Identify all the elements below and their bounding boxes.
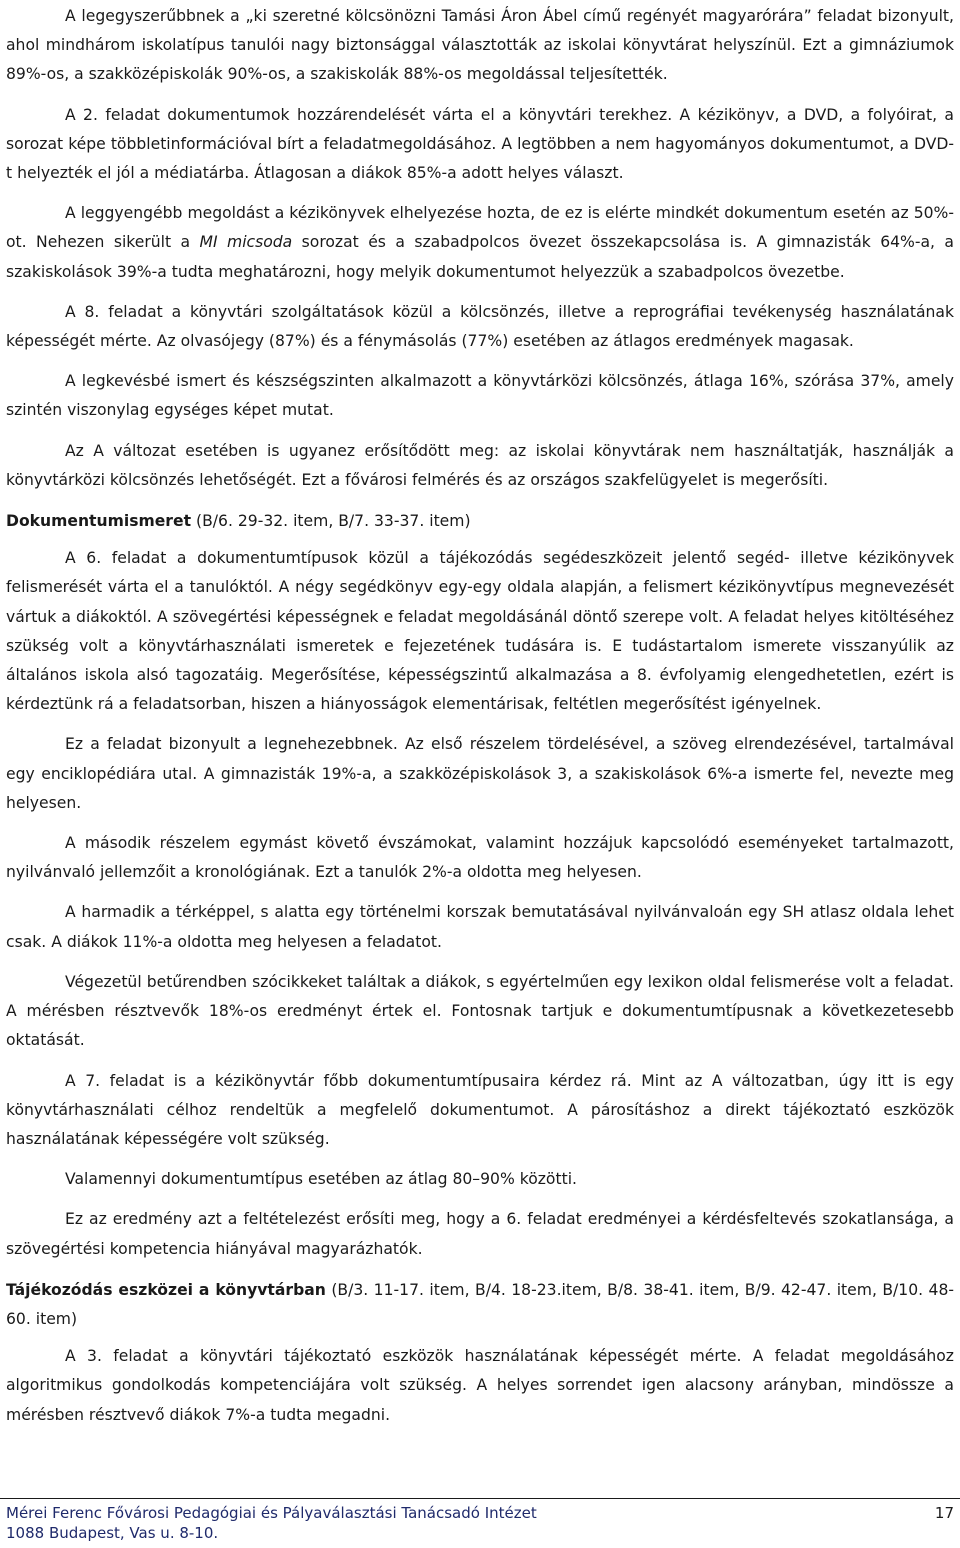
paragraph-7: A 6. feladat a dokumentumtípusok közül a tájékozódás segédeszközeit jelentő segéd- illetve kézikönyvek felismerését várta el a tanulóktól. A négy segédkönyv egy-egy oldala alapján, a felismert kézikönyvtípus megnevezését vártuk a diákoktól. A szövegértési képességnek e feladat megoldásánál döntő szerepe volt. A feladat helyes kitöltéséhez szükség volt a könyvtárhasználati ismeretek e fejezetének tudására is. E tudástartalom ismerete visszanyúlik az általános iskola alsó tagozatáig. Megerősítése, képességszintű alkalmazása a 8. évfolyamig elengedhetetlen, ezért is kérdeztünk rá a feladatsorban, hiszen a hiányosságok elementárisak, feltétlen megerősítést igényelnek.	[6, 549, 954, 714]
paragraph-10: A harmadik a térképpel, s alatta egy történelmi korszak bemutatásával nyilvánvaloán egy SH atlasz oldala lehet csak. A diákok 11%-a oldotta meg helyesen a feladatot.	[6, 903, 954, 951]
footer-row-bottom	[6, 1523, 954, 1543]
paragraph-1: A legegyszerűbbnek a „ki szeretné kölcsönözni Tamási Áron Ábel című regényét magyarórára” feladat bizonyult, ahol mindhárom iskolatípus tanulói nagy biztonsággal választották az iskolai könyvtárat helyszínül. Ezt a gimnáziumok 89%-os, a szakközépiskolák 90%-os, a szakiskolák 88%-os megoldással teljesítették.	[6, 7, 954, 84]
paragraph-9: A második részelem egymást követő évszámokat, valamint hozzájuk kapcsolódó eseményeket tartalmazott, nyilvánvaló jellemzőit a kronológiának. Ezt a tanulók 2%-a oldotta meg helyesen.	[6, 834, 954, 882]
section-heading-items: (B/3. 11-17. item, B/4. 18-23.item, B/8. 38-41. item, B/9. 42-47. item, B/10. 48-60. item)	[6, 1280, 954, 1328]
paragraph-6: Az A változat esetében is ugyanez erősítődött meg: az iskolai könyvtárak nem használtatják, használják a könyvtárközi kölcsönzés lehetőségét. Ezt a fővárosi felmérés és az országos szakfelügyelet is megerősíti.	[6, 441, 954, 489]
paragraph-3	[6, 199, 954, 287]
paragraph-12: A 7. feladat is a kézikönyvtár főbb dokumentumtípusaira kérdez rá. Mint az A változatban, úgy itt is egy könyvtárhasználati célhoz rendeltük a megfelelő dokumentumot. A párosításhoz a direkt tájékoztató eszközök használatának képességére volt szükség.	[6, 1071, 954, 1148]
footer-institution: Mérei Ferenc Fővárosi Pedagógiai és Pályaválasztási Tanácsadó Intézet	[6, 1504, 537, 1522]
section-heading-bold: Dokumentumismeret	[6, 512, 192, 531]
paragraph-15: A 3. feladat a könyvtári tájékoztató eszközök használatának képességét mérte. A feladat megoldásához algoritmikus gondolkodás kompetenciájára volt szükség. A helyes sorrendet igen alacsony arányban, mindössze a mérésben résztvevő diákok 7%-a tudta megadni.	[6, 1347, 954, 1424]
paragraph-3-part-2: sorozat és a szabadpolcos övezet összekapcsolása is. A gimnazisták 64%-a, a szakiskolások 39%-a tudta meghatározni, hogy melyik dokumentumot helyezzük a szabadpolcos övezetbe.	[6, 233, 954, 281]
series-title-italic: MI micsoda	[199, 233, 293, 252]
paragraph-5: A legkevésbé ismert és készségszinten alkalmazott a könyvtárközi kölcsönzés, átlaga 16%, szórása 37%, amely szintén viszonylag egységes képet mutat.	[6, 372, 954, 420]
section-heading-items: (B/6. 29-32. item, B/7. 33-37. item)	[191, 512, 471, 531]
footer-row-top	[6, 1503, 954, 1523]
footer-address: 1088 Budapest, Vas u. 8-10.	[6, 1524, 219, 1542]
paragraph-2: A 2. feladat dokumentumok hozzárendelését várta el a könyvtári terekhez. A kézikönyv, a DVD, a folyóirat, a sorozat képe többletinformációval bírt a feladatmegoldásához. A legtöbben a nem hagyományos dokumentumot, a DVD-t helyezték el jól a médiatárba. Átlagosan a diákok 85%-a adott helyes választ.	[6, 105, 954, 183]
paragraph-4: A 8. feladat a könyvtári szolgáltatások közül a kölcsönzés, illetve a reprográfiai tevékenység használatának képességét mérte. Az olvasójegy (87%) és a fénymásolás (77%) esetében az átlagos eredmények magasak.	[6, 302, 954, 351]
section-heading-tajekozodas	[6, 1276, 954, 1334]
paragraph-8: Ez a feladat bizonyult a legnehezebbnek. Az első részelem tördelésével, a szöveg elrendezésével, tartalmával egy enciklopédiára utal. A gimnazisták 19%-a, a szakközépiskolások 3, a szakiskolások 6%-a ismerte fel, nevezte meg helyesen.	[6, 735, 954, 812]
document-body	[6, 2, 954, 1441]
page-number: 17	[934, 1504, 954, 1522]
section-heading-dokumentumismeret	[6, 507, 954, 536]
paragraph-13: Valamennyi dokumentumtípus esetében az átlag 80–90% közötti.	[65, 1170, 577, 1189]
section-heading-bold: Tájékozódás eszközei a könyvtárban	[6, 1280, 326, 1299]
paragraph-11: Végezetül betűrendben szócikkeket találtak a diákok, s egyértelműen egy lexikon oldal felismerése volt a feladat. A mérésben résztvevők 18%-os eredményt értek el. Fontosnak tartjuk e dokumentumtípusnak a következetesebb oktatását.	[6, 972, 954, 1050]
page-footer	[0, 1498, 960, 1543]
paragraph-3-part-1: A leggyengébb megoldást a kézikönyvek elhelyezése hozta, de ez is elérte mindkét dokumentum esetén az 50%-ot. Nehezen sikerült a	[6, 204, 954, 252]
paragraph-14: Ez az eredmény azt a feltételezést erősíti meg, hogy a 6. feladat eredményei a kérdésfeltevés szokatlansága, a szövegértési kompetencia hiányával magyarázhatók.	[6, 1210, 954, 1258]
